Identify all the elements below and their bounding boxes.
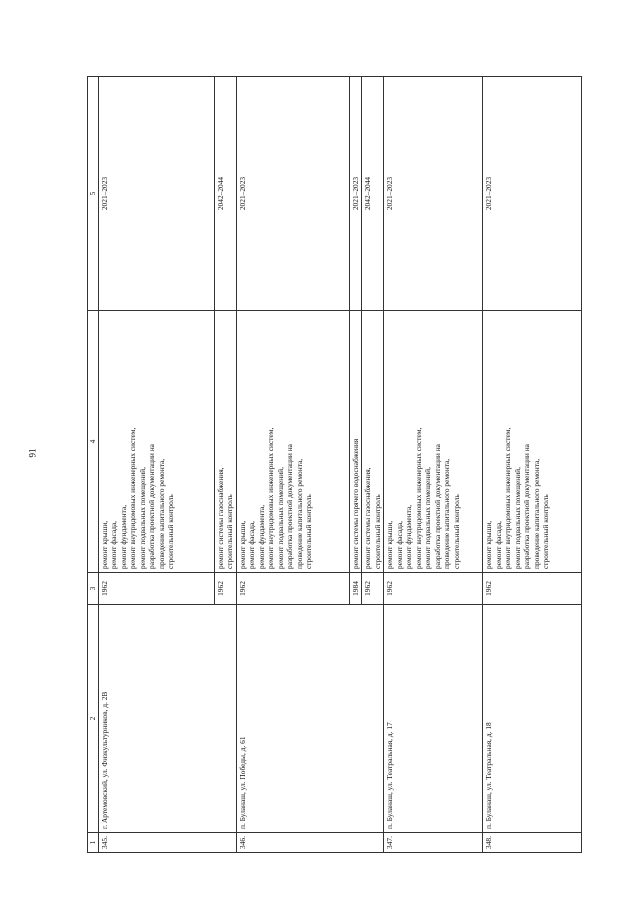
- work-item: ремонт подвальных помещений,: [512, 467, 522, 569]
- period-cell: 2021–2023: [384, 77, 483, 311]
- header-col-4: 4: [88, 311, 99, 573]
- period-cell: 2021–2023: [349, 77, 361, 311]
- work-item: ремонт фундамента,: [404, 504, 414, 569]
- works-cell: [99, 311, 215, 573]
- work-item: ремонт фундамента,: [118, 504, 128, 569]
- works-cell: [215, 311, 237, 573]
- work-item: ремонт системы горячего водоснабжения: [350, 438, 360, 569]
- year-cell: 1984: [349, 573, 361, 605]
- work-item: разработка проектной документации на: [285, 444, 295, 569]
- year-cell: 1962: [99, 573, 215, 605]
- header-row: [88, 77, 99, 853]
- row-number: 348.: [483, 833, 582, 853]
- header-col-3: 3: [88, 573, 99, 605]
- work-item: проведение капитального ремонта,: [531, 458, 541, 569]
- work-item: ремонт внутридомовых инженерных систем,: [266, 427, 276, 569]
- work-item: ремонт подвальных помещений,: [137, 467, 147, 569]
- work-item: ремонт внутридомовых инженерных систем,: [503, 427, 513, 569]
- period-cell: 2042–2044: [215, 77, 237, 311]
- work-item: строительный контроль: [304, 494, 314, 569]
- repair-schedule-table: [87, 76, 582, 853]
- period-cell: 2042–2044: [362, 77, 384, 311]
- works-cell: [384, 311, 483, 573]
- works-cell: [362, 311, 384, 573]
- work-item: разработка проектной документации на: [432, 444, 442, 569]
- table-row: [236, 77, 349, 853]
- year-cell: 1962: [215, 573, 237, 605]
- row-number: 346.: [236, 833, 383, 853]
- work-item: ремонт внутридомовых инженерных систем,: [413, 427, 423, 569]
- period-cell: 2021–2023: [483, 77, 582, 311]
- header-col-1: 1: [88, 833, 99, 853]
- header-col-2: 2: [88, 605, 99, 833]
- year-cell: 1962: [384, 573, 483, 605]
- work-item: строительный контроль: [372, 494, 382, 569]
- work-item: проведение капитального ремонта,: [294, 458, 304, 569]
- work-item: разработка проектной документации на: [147, 444, 157, 569]
- year-cell: 1962: [362, 573, 384, 605]
- work-item: проведение капитального ремонта,: [442, 458, 452, 569]
- work-item: строительный контроль: [225, 494, 235, 569]
- work-item: ремонт крыши,: [237, 520, 247, 569]
- address-cell: п. Буланаш, ул. Театральная, д. 18: [483, 605, 582, 833]
- work-item: ремонт системы газоснабжения,: [216, 467, 225, 569]
- period-cell: 2021–2023: [236, 77, 349, 311]
- row-number: 347.: [384, 833, 483, 853]
- table-frame: [87, 77, 551, 853]
- address-cell: п. Буланаш, ул. Театральная, д. 17: [384, 605, 483, 833]
- work-item: строительный контроль: [541, 494, 551, 569]
- work-item: ремонт подвальных помещений,: [423, 467, 433, 569]
- address-cell: п. Буланаш, ул. Победы, д. 61: [236, 605, 383, 833]
- table-row: [99, 77, 215, 853]
- works-cell: [349, 311, 361, 573]
- work-item: ремонт фундамента,: [256, 504, 266, 569]
- work-item: разработка проектной документации на: [522, 444, 532, 569]
- work-item: ремонт крыши,: [484, 520, 494, 569]
- work-item: ремонт фасада,: [493, 521, 503, 569]
- year-cell: 1962: [483, 573, 582, 605]
- row-number: 345.: [99, 833, 237, 853]
- work-item: ремонт подвальных помещений,: [275, 467, 285, 569]
- work-item: ремонт системы газоснабжения,: [363, 467, 373, 569]
- period-cell: 2021–2023: [99, 77, 215, 311]
- work-item: строительный контроль: [451, 494, 461, 569]
- table-row: [483, 77, 582, 853]
- work-item: ремонт фасада,: [394, 521, 404, 569]
- table-body: [99, 77, 582, 853]
- work-item: ремонт фасада,: [109, 521, 119, 569]
- page-number: 91: [27, 448, 38, 458]
- works-cell: [236, 311, 349, 573]
- table-row: [384, 77, 483, 853]
- work-item: ремонт внутридомовых инженерных систем,: [128, 427, 138, 569]
- work-item: ремонт крыши,: [100, 520, 109, 569]
- work-item: ремонт фасада,: [247, 521, 257, 569]
- work-item: ремонт крыши,: [385, 520, 395, 569]
- address-cell: г. Артемовский, ул. Физкультурников, д. 2В: [99, 605, 237, 833]
- header-col-5: 5: [88, 77, 99, 311]
- year-cell: 1962: [236, 573, 349, 605]
- works-cell: [483, 311, 582, 573]
- work-item: строительный контроль: [166, 494, 176, 569]
- work-item: проведение капитального ремонта,: [156, 458, 166, 569]
- rotated-table-container: [87, 77, 551, 853]
